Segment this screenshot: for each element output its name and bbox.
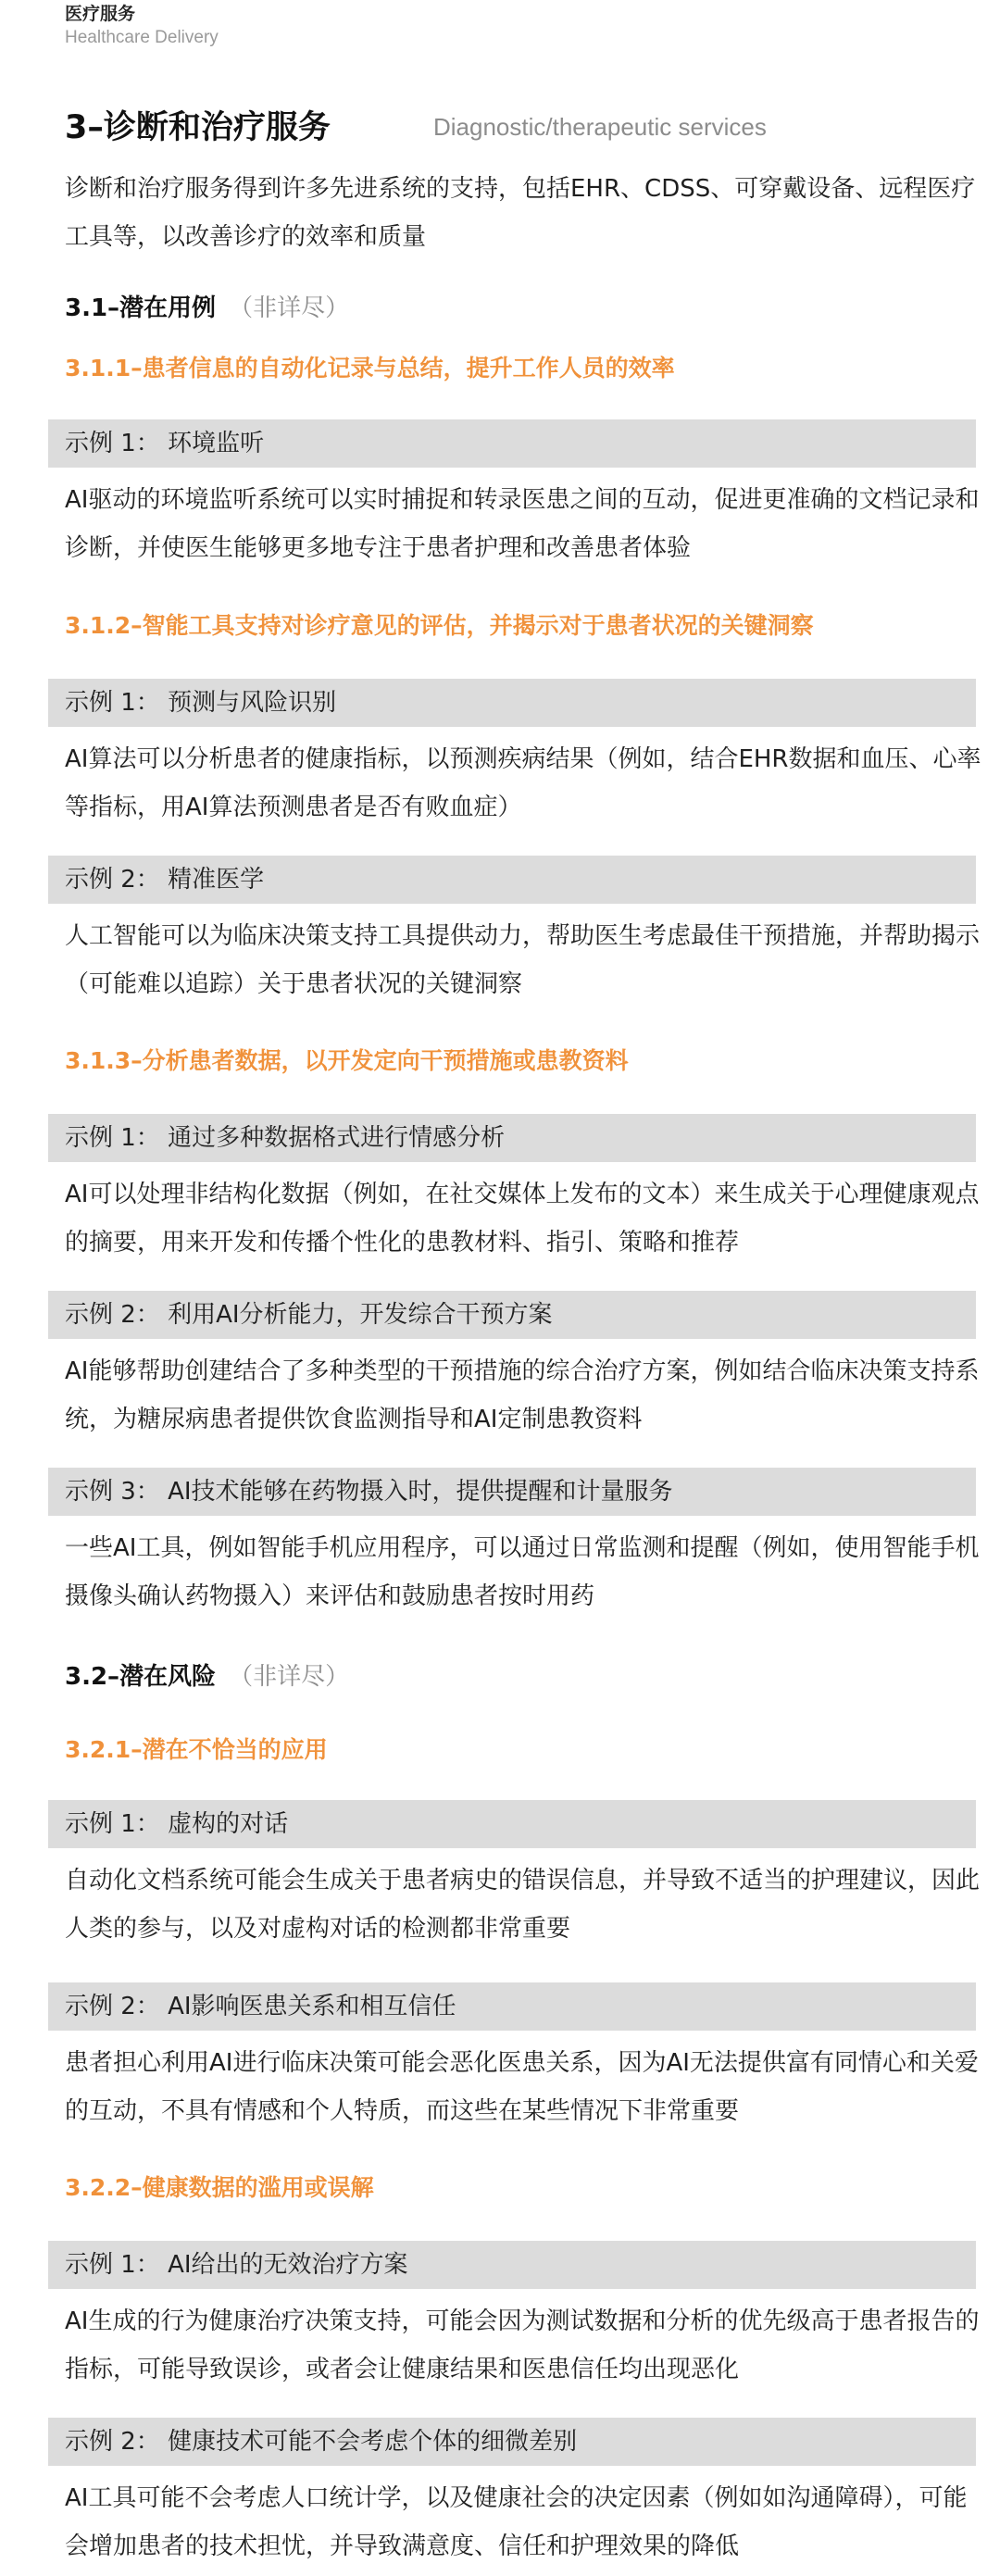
use-cases-note: （非详尽） <box>229 294 350 322</box>
example-text: AI可以处理非结构化数据（例如，在社交媒体上发布的文本）来生成关于心理健康观点的摘要，用来开发和传播个性化的患教材料、指引、策略和推荐 <box>65 1181 980 1257</box>
example-label: 示例 2： 健康技术可能不会考虑个体的细微差别 <box>48 2418 976 2466</box>
example-label: 示例 2： AI影响医患关系和相互信任 <box>48 1982 976 2031</box>
section-subtitle: Diagnostic/therapeutic services <box>433 113 767 141</box>
risks-heading <box>65 1657 349 1692</box>
section-intro: 诊断和治疗服务得到许多先进系统的支持，包括EHR、CDSS、可穿戴设备、远程医疗工具等，以改善诊疗的效率和质量 <box>65 175 976 251</box>
subsection-title: 3.1.2–智能工具支持对诊疗意见的评估，并揭示对于患者状况的关键洞察 <box>65 612 814 639</box>
subsection-title: 3.2.2–健康数据的滥用或误解 <box>65 2174 374 2201</box>
example-label: 示例 2： 精准医学 <box>48 856 976 904</box>
example-text: 患者担心利用AI进行临床决策可能会恶化医患关系，因为AI无法提供富有同情心和关爱的互动，不具有情感和个人特质，而这些在某些情况下非常重要 <box>65 2049 979 2125</box>
example-text: AI工具可能不会考虑人口统计学，以及健康社会的决定因素（例如如沟通障碍），可能会增加患者的技术担忧，并导致满意度、信任和护理效果的降低 <box>65 2484 968 2560</box>
example-text: 一些AI工具，例如智能手机应用程序，可以通过日常监测和提醒（例如，使用智能手机摄像头确认药物摄入）来评估和鼓励患者按时用药 <box>65 1534 980 1610</box>
section-title: 3–诊断和治疗服务 <box>65 109 331 146</box>
use-cases-heading <box>65 289 349 323</box>
header-category-en: Healthcare Delivery <box>65 28 219 47</box>
example-label: 示例 1： 环境监听 <box>48 419 976 468</box>
example-label: 示例 2： 利用AI分析能力，开发综合干预方案 <box>48 1291 976 1339</box>
subsection-title: 3.1.3–分析患者数据，以开发定向干预措施或患教资料 <box>65 1047 629 1074</box>
example-text: AI算法可以分析患者的健康指标，以预测疾病结果（例如，结合EHR数据和血压、心率等指标，用AI算法预测患者是否有败血症） <box>65 745 981 821</box>
example-label: 示例 1： 通过多种数据格式进行情感分析 <box>48 1114 976 1162</box>
example-text: AI生成的行为健康治疗决策支持，可能会因为测试数据和分析的优先级高于患者报告的指标，可能导致误诊，或者会让健康结果和医患信任均出现恶化 <box>65 2307 980 2383</box>
example-text: AI驱动的环境监听系统可以实时捕捉和转录医患之间的互动，促进更准确的文档记录和诊断，并使医生能够更多地专注于患者护理和改善患者体验 <box>65 486 980 562</box>
subsection-title: 3.1.1–患者信息的自动化记录与总结，提升工作人员的效率 <box>65 355 675 381</box>
subsection-title: 3.2.1–潜在不恰当的应用 <box>65 1736 328 1763</box>
example-text: 自动化文档系统可能会生成关于患者病史的错误信息，并导致不适当的护理建议，因此人类的参与，以及对虚构对话的检测都非常重要 <box>65 1867 981 1943</box>
risks-note: （非详尽） <box>229 1663 350 1691</box>
use-cases-title: 3.1–潜在用例 <box>65 294 217 322</box>
example-label: 示例 1： AI给出的无效治疗方案 <box>48 2241 976 2289</box>
example-label: 示例 1： 预测与风险识别 <box>48 679 976 727</box>
header-category: 医疗服务 <box>65 4 136 24</box>
risks-title: 3.2–潜在风险 <box>65 1663 217 1691</box>
example-label: 示例 1： 虚构的对话 <box>48 1800 976 1848</box>
example-text: AI能够帮助创建结合了多种类型的干预措施的综合治疗方案，例如结合临床决策支持系统，为糖尿病患者提供饮食监测指导和AI定制患教资料 <box>65 1357 980 1433</box>
example-label: 示例 3： AI技术能够在药物摄入时，提供提醒和计量服务 <box>48 1468 976 1516</box>
example-text: 人工智能可以为临床决策支持工具提供动力，帮助医生考虑最佳干预措施，并帮助揭示（可能难以追踪）关于患者状况的关键洞察 <box>65 922 981 998</box>
